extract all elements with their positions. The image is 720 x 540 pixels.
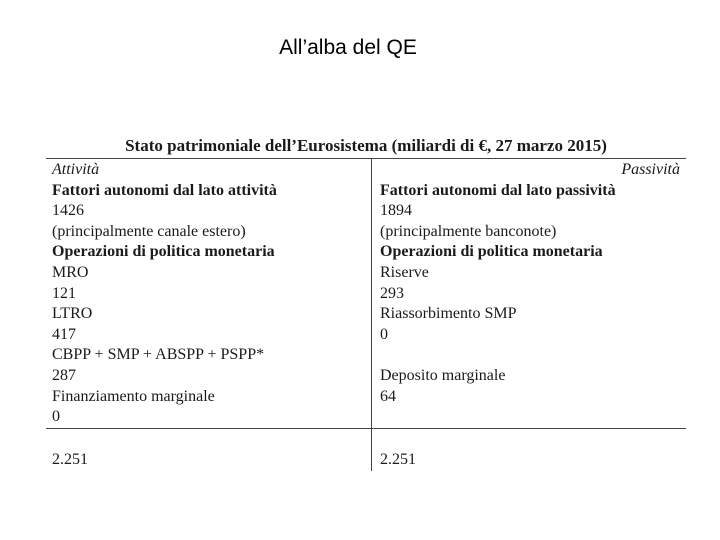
liabilities-autonomous-value: 1894 [380, 202, 412, 220]
ltro-label: LTRO [52, 305, 93, 323]
deposit-facility-value: 64 [380, 387, 396, 405]
total-rule [46, 428, 686, 429]
liabilities-header: Passività [621, 161, 680, 178]
liabilities-policy-heading: Operazioni di politica monetaria [380, 243, 603, 261]
smp-absorption-label: Riassorbimento SMP [380, 305, 517, 323]
deposit-facility-label: Deposito marginale [380, 366, 506, 384]
assets-column [52, 160, 362, 428]
assets-header: Attività [52, 161, 100, 178]
smp-absorption-value: 0 [380, 325, 388, 343]
mro-label: MRO [52, 263, 89, 281]
assets-total: 2.251 [52, 451, 88, 468]
liabilities-autonomous-note: (principalmente banconote) [380, 222, 557, 240]
ltro-value: 417 [52, 325, 76, 343]
purchases-value: 287 [52, 366, 76, 384]
top-rule [46, 158, 686, 159]
marginal-lending-label: Finanziamento marginale [52, 387, 215, 405]
table-title: Stato patrimoniale dell’Eurosistema (miliardi di €, 27 marzo 2015) [125, 136, 607, 155]
assets-autonomous-heading: Fattori autonomi dal lato attività [52, 181, 277, 199]
mro-value: 121 [52, 284, 76, 302]
assets-autonomous-value: 1426 [52, 202, 84, 220]
assets-autonomous-note: (principalmente canale estero) [52, 222, 246, 240]
liabilities-column [380, 160, 680, 407]
marginal-lending-value: 0 [52, 408, 60, 426]
assets-policy-heading: Operazioni di politica monetaria [52, 243, 275, 261]
reserves-value: 293 [380, 284, 404, 302]
liabilities-autonomous-heading: Fattori autonomi dal lato passività [380, 181, 616, 199]
purchases-label: CBPP + SMP + ABSPP + PSPP* [52, 346, 265, 364]
reserves-label: Riserve [380, 263, 429, 281]
slide-title: All’alba del QE [279, 36, 417, 59]
column-divider [371, 159, 372, 471]
liabilities-total: 2.251 [380, 451, 416, 468]
